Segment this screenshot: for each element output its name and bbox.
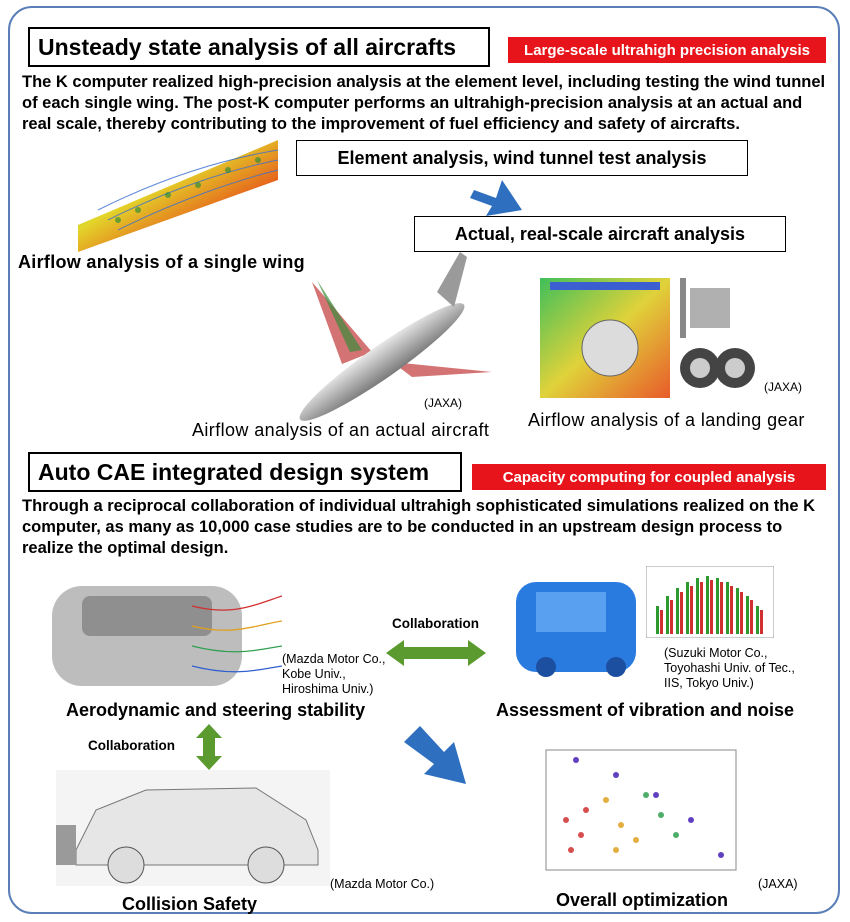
section2-title: Auto CAE integrated design system (28, 452, 462, 492)
green-double-arrow-horizontal-icon (386, 638, 486, 668)
box-actual-aircraft: Actual, real-scale aircraft analysis (414, 216, 786, 252)
credit-vib-line2: Toyohashi Univ. of Tec., (664, 661, 795, 675)
credit-collision: (Mazda Motor Co.) (330, 877, 435, 891)
collision-car-image (56, 770, 330, 886)
credit-vibration (664, 646, 795, 691)
caption-overall-optimization: Overall optimization (556, 890, 729, 910)
collab-vertical-label: Collaboration (88, 738, 175, 753)
caption-single-wing: Airflow analysis of a single wing (18, 252, 305, 272)
section1-badge: Large-scale ultrahigh precision analysis (508, 37, 826, 63)
optimization-scatter-image (526, 740, 742, 886)
credit-aero-line1: (Mazda Motor Co., (282, 652, 386, 666)
vibration-spectrum-image (646, 566, 774, 638)
credit-aero (282, 652, 386, 697)
blue-arrow-down-right-icon (404, 724, 474, 788)
caption-vibration-noise: Assessment of vibration and noise (496, 700, 795, 720)
section2-description: Through a reciprocal collaboration of individual ultrahigh sophisticated simulations realized on the K computer, as many as 10,000 case studies are to be conducted in an upstream design process to realize the optimal design. (22, 497, 816, 557)
aircraft-airflow-image (272, 252, 502, 422)
box-element-analysis: Element analysis, wind tunnel test analysis (296, 140, 748, 176)
credit-aircraft: (JAXA) (424, 396, 463, 410)
blue-arrow-icon (466, 176, 528, 218)
section2-badge: Capacity computing for coupled analysis (472, 464, 826, 490)
credit-aero-line2: Kobe Univ., (282, 667, 346, 681)
credit-landing-gear: (JAXA) (764, 380, 803, 394)
collab-horizontal-label: Collaboration (392, 616, 479, 631)
wing-airflow-image (78, 140, 278, 252)
caption-collision-safety: Collision Safety (122, 894, 258, 914)
section1-title: Unsteady state analysis of all aircrafts (28, 27, 490, 67)
credit-aero-line3: Hiroshima Univ.) (282, 682, 374, 696)
caption-aero-steering: Aerodynamic and steering stability (66, 700, 366, 720)
credit-vib-line1: (Suzuki Motor Co., (664, 646, 768, 660)
caption-actual-aircraft: Airflow analysis of an actual aircraft (192, 420, 490, 440)
credit-vib-line3: IIS, Tokyo Univ.) (664, 676, 754, 690)
section1-description: The K computer realized high-precision analysis at the element level, including testing the wind tunnel of each single wing. The post-K computer performs an ultrahigh-precision analysis at an actual and real scale, thereby contributing to the improvement of fuel efficiency and safety of aircrafts. (22, 73, 826, 133)
credit-optimization: (JAXA) (758, 877, 798, 891)
vibration-car-image (506, 572, 646, 682)
aero-car-image (42, 566, 282, 696)
caption-landing-gear: Airflow analysis of a landing gear (528, 410, 805, 430)
green-double-arrow-vertical-icon (194, 724, 224, 770)
